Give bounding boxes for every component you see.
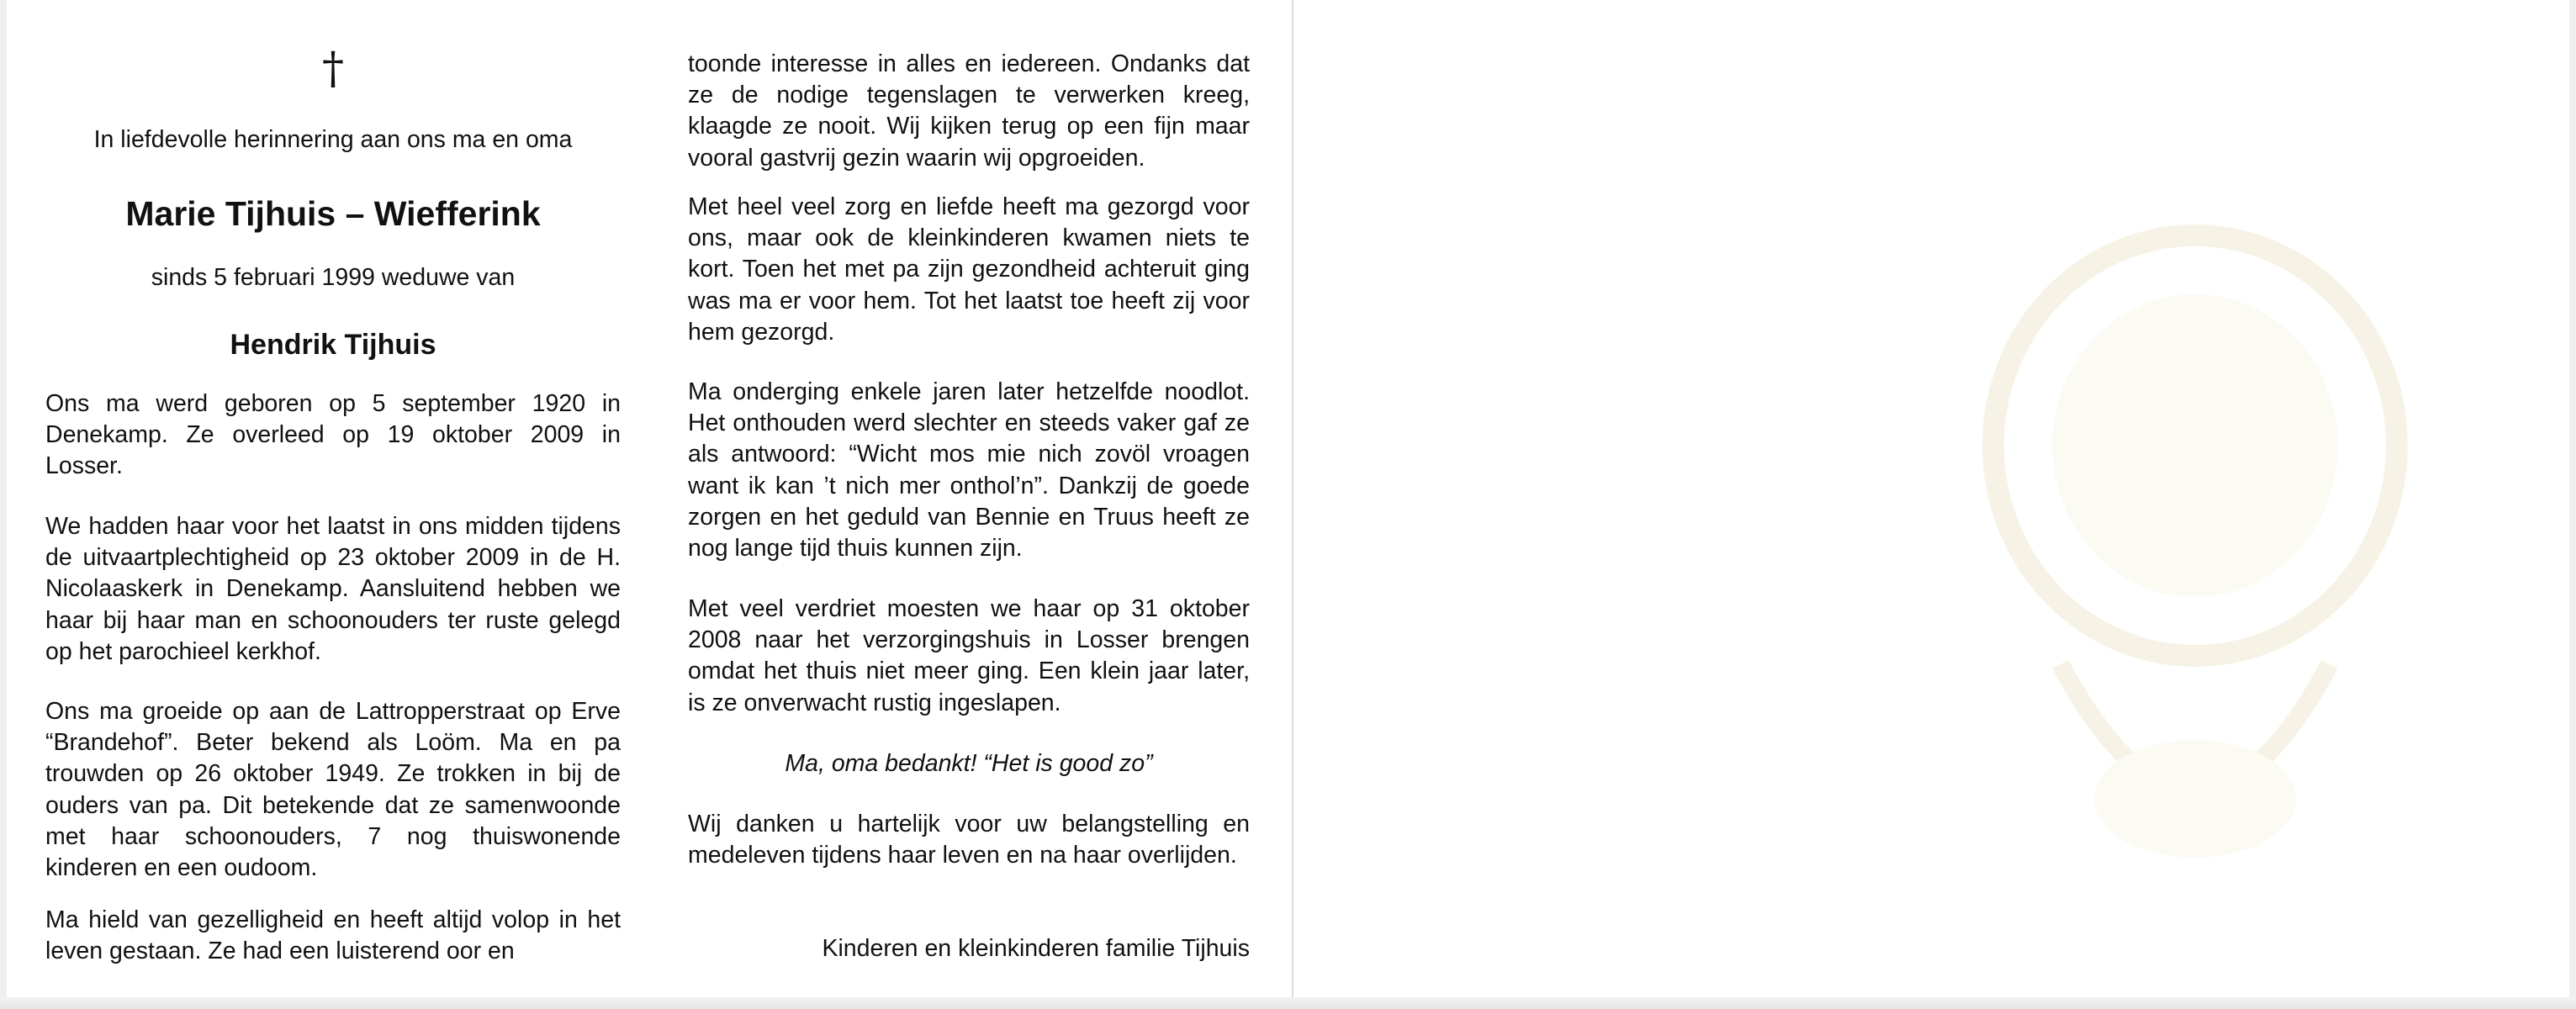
paragraph-funeral: We hadden haar voor het laatst in ons midden tijdens de uitvaartplechtigheid op 23 oktober 2009 in de H. Nicolaaskerk in Denekamp. Aansluitend hebben we haar bij haar man en schoonouders ter ruste gelegd op het parochieel kerkhof.	[45, 513, 621, 665]
paragraph-illness: Ma onderging enkele jaren later hetzelfde noodlot. Het onthouden werd slechter en steeds vaker gaf ze als antwoord: “Wicht mos mie nich zovöl vroagen want ik kan ’t nich mer onthol’n”. Dankzij de goede zorgen en het geduld van Bennie en Truus heeft ze nog lange tijd thuis kunnen zijn.	[688, 378, 1250, 563]
paragraph-youth-marriage: Ons ma groeide op aan de Lattropperstraat op Erve “Brandehof”. Beter bekend als Loöm. Ma en pa trouwden op 26 oktober 1949. Ze trokken in bij de ouders van pa. Dit betekende dat ze samenwoonde met haar schoonouders, 7 nog thuiswonende kinderen en een oudoom.	[45, 698, 621, 882]
paragraph-character-end: toonde interesse in alles en iedereen. Ondanks dat ze de nodige tegenslagen te verwerken kreeg, klaagde ze nooit. Wij kijken terug op een fijn maar vooral gastvrij gezin waarin wij opgroeiden.	[688, 50, 1250, 172]
fold-line	[1292, 0, 1293, 1009]
paragraph-care: Met heel veel zorg en liefde heeft ma gezorgd voor ons, maar ook de kleinkinderen kwamen niets te kort. Toen het met pa zijn gezondheid achteruit ging was ma er voor hem. Tot het laatst toe heeft zij voor hem gezorgd.	[688, 193, 1250, 346]
paragraph-birth-death: Ons ma werd geboren op 5 september 1920 in Denekamp. Ze overleed op 19 oktober 2009 in Losser.	[45, 390, 621, 480]
card-right-edge	[2569, 0, 2576, 1009]
cross-icon: †	[322, 44, 344, 94]
widow-line: sinds 5 februari 1999 weduwe van	[151, 264, 516, 291]
paragraph-care-home: Met veel verdriet moesten we haar op 31 oktober 2008 naar het verzorgingshuis in Losser brengen omdat het thuis niet meer ging. Een klein jaar later, is ze onverwacht rustig ingeslapen.	[688, 595, 1250, 716]
motto: Ma, oma bedankt! “Het is good zo”	[785, 750, 1153, 777]
watermark-icon	[1960, 193, 2431, 933]
deceased-name: Marie Tijhuis – Wiefferink	[125, 194, 541, 233]
intro-line: In liefdevolle herinnering aan ons ma en oma	[93, 126, 573, 153]
paragraph-character-start: Ma hield van gezelligheid en heeft altijd volop in het leven gestaan. Ze had een luisterend oor en	[45, 906, 621, 965]
husband-name: Hendrik Tijhuis	[230, 329, 436, 361]
card-bottom-edge	[0, 997, 2576, 1009]
paragraph-thanks: Wij danken u hartelijk voor uw belangstelling en medeleven tijdens haar leven en na haar overlijden.	[688, 811, 1250, 869]
card-left-edge	[0, 0, 7, 1009]
signature: Kinderen en kleinkinderen familie Tijhuis	[822, 935, 1250, 962]
